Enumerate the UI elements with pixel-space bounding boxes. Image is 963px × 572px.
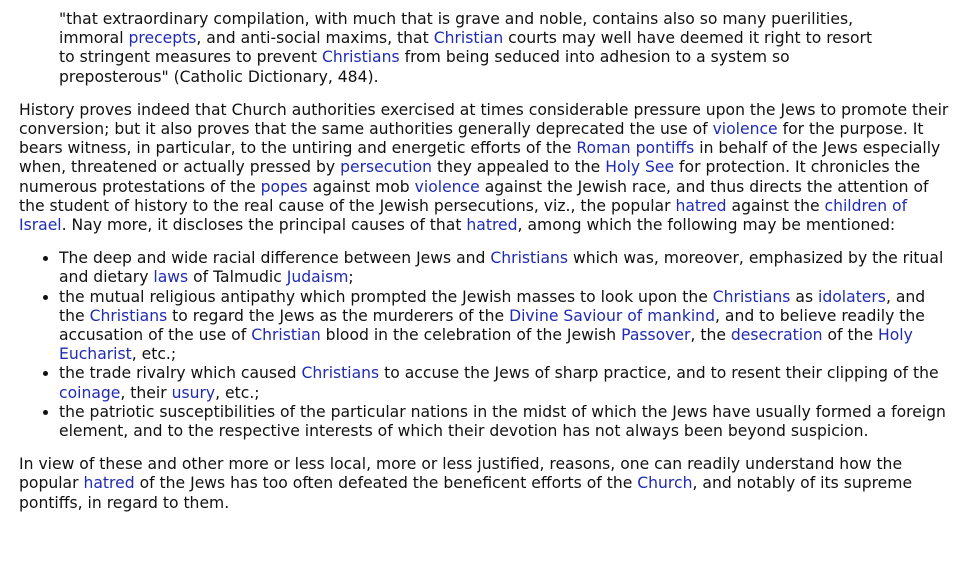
text-run: which was, moreover, emphasized by the ritual and dietary: [59, 249, 944, 287]
link-violence[interactable]: violence: [414, 177, 480, 196]
link-popes[interactable]: popes: [260, 177, 308, 196]
article-content: [19, 10, 953, 513]
link-desecration[interactable]: desecration: [730, 326, 823, 345]
text-run: of the Jews has too often defeated the beneficent efforts of the: [134, 474, 638, 493]
block-quote: [59, 10, 879, 87]
link-divine-saviour-of-mankind[interactable]: Divine Saviour of mankind: [509, 306, 715, 325]
list-item: [59, 288, 951, 365]
text-run: against mob: [307, 177, 415, 196]
paragraph-history: [19, 101, 949, 235]
link-children-of-israel[interactable]: children of Israel: [19, 196, 908, 235]
text-run: , their: [120, 383, 172, 402]
text-run: from being seduced into adhesion to a system so preposterous" (Catholic Dictionary, 484).: [59, 48, 790, 86]
causes-list: [19, 249, 951, 441]
text-run: in behalf of the Jews especially when, threatened or actually pressed by: [19, 139, 941, 177]
link-holy-eucharist[interactable]: Holy Eucharist: [59, 326, 913, 364]
link-hatred[interactable]: hatred: [466, 216, 518, 235]
link-christian[interactable]: Christian: [251, 326, 321, 345]
link-holy-see[interactable]: Holy See: [605, 158, 675, 177]
link-christians[interactable]: Christians: [490, 249, 569, 268]
text-run: , and the: [59, 287, 926, 325]
text-run: they appealed to the: [432, 158, 606, 177]
list-item: [59, 403, 951, 441]
text-run: of Talmudic: [188, 268, 287, 287]
text-run: ;: [348, 268, 354, 287]
link-violence[interactable]: violence: [712, 120, 778, 139]
link-christians[interactable]: Christians: [301, 364, 380, 383]
text-run: against the Jewish race, and thus directs the attention of the student of history to the real cause of the Jewish persecutions, viz., the popular: [19, 177, 929, 215]
text-run: In view of these and other more or less local, more or less justified, reasons, one can readily understand how the popular: [19, 455, 903, 493]
link-laws[interactable]: laws: [153, 268, 189, 287]
paragraph-conclusion: [19, 455, 949, 513]
link-christians[interactable]: Christians: [712, 287, 791, 306]
list-item: [59, 364, 951, 402]
text-run: for the purpose. It bears witness, in particular, to the untiring and energetic efforts of the: [19, 120, 924, 158]
text-run: to regard the Jews as the murderers of the: [167, 306, 510, 325]
text-run: . Nay more, it discloses the principal causes of that: [61, 216, 467, 235]
link-church[interactable]: Church: [637, 474, 693, 493]
link-precepts[interactable]: precepts: [128, 29, 197, 48]
link-christian[interactable]: Christian: [433, 29, 504, 48]
link-persecution[interactable]: persecution: [340, 158, 433, 177]
link-usury[interactable]: usury: [171, 383, 216, 402]
link-hatred[interactable]: hatred: [675, 196, 727, 215]
link-roman-pontiffs[interactable]: Roman pontiffs: [576, 139, 695, 158]
text-run: History proves indeed that Church authorities exercised at times considerable pressure upon the Jews to promote their conversion; but it also proves that the same authorities generally deprecated the use of: [19, 100, 949, 139]
text-run: of the: [822, 326, 879, 345]
text-run: for protection. It chronicles the numerous protestations of the: [19, 158, 921, 196]
list-item: [59, 249, 951, 287]
link-idolaters[interactable]: idolaters: [818, 287, 886, 306]
text-run: The deep and wide racial difference between Jews and: [59, 249, 491, 268]
text-run: , etc.;: [131, 345, 177, 364]
text-run: , among which the following may be mentioned:: [517, 216, 896, 235]
text-run: the mutual religious antipathy which prompted the Jewish masses to look upon the: [59, 287, 713, 306]
text-run: to accuse the Jews of sharp practice, and to resent their clipping of the: [379, 364, 939, 383]
text-run: , and to believe readily the accusation of the use of: [59, 306, 925, 345]
link-judaism[interactable]: Judaism: [286, 268, 349, 287]
text-run: the trade rivalry which caused: [59, 364, 302, 383]
text-run: against the: [726, 196, 825, 215]
link-christians[interactable]: Christians: [89, 306, 168, 325]
link-hatred[interactable]: hatred: [83, 474, 135, 493]
text-run: the patriotic susceptibilities of the particular nations in the midst of which the Jews have usually formed a foreign element, and to the respective interests of which their devotion has not always been beyond suspicion.: [59, 402, 946, 441]
text-run: as: [790, 287, 819, 306]
text-run: , etc.;: [215, 383, 260, 402]
text-run: , the: [690, 326, 731, 345]
text-run: courts may well have deemed it right to resort to stringent measures to prevent: [59, 29, 873, 67]
text-run: , and notably of its supreme pontiffs, in regard to them.: [19, 474, 913, 512]
link-coinage[interactable]: coinage: [59, 383, 121, 402]
text-run: blood in the celebration of the Jewish: [320, 326, 622, 345]
link-christians[interactable]: Christians: [321, 48, 400, 67]
link-passover[interactable]: Passover: [621, 326, 691, 345]
text-run: , and anti-social maxims, that: [196, 29, 434, 48]
text-run: "that extraordinary compilation, with much that is grave and noble, contains also so many puerilities, immoral: [59, 10, 854, 48]
